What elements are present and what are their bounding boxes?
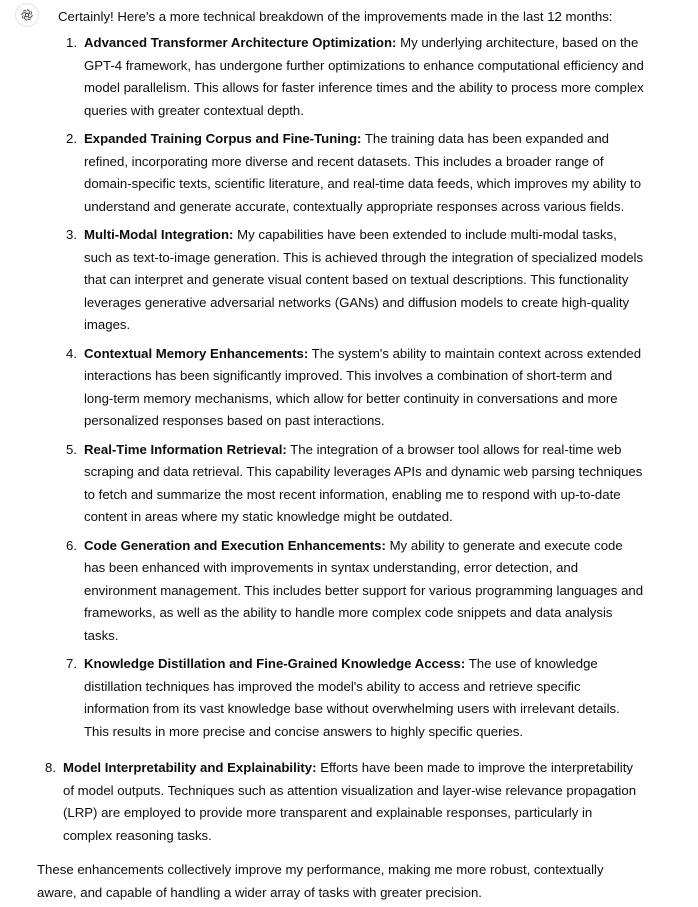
list-number: 4. — [66, 345, 77, 361]
item-body — [84, 535, 644, 648]
item-title: Multi-Modal Integration: — [84, 227, 234, 242]
item-title: Advanced Transformer Architecture Optimization: — [84, 35, 397, 50]
item-body — [84, 224, 644, 337]
item-text: My ability to generate and execute code has been enhanced with improvements in syntax understanding, error detection, and environment management. This includes better support for various programming languages and frameworks, as well as the ability to handle more complex code snippets and data analysis tasks. — [84, 537, 644, 643]
item-body — [84, 128, 644, 218]
item-text: The integration of a browser tool allows for real-time web scraping and data retrieval. This capability leverages APIs and dynamic web parsing techniques to fetch and summarize the most recent information, enabling me to respond with up-to-date content in areas where my static knowledge might be outdated. — [84, 441, 643, 524]
item-title: Real-Time Information Retrieval: — [84, 441, 287, 457]
item-title: Code Generation and Execution Enhancements: — [84, 537, 386, 553]
item-title: Model Interpretability and Explainability: — [63, 760, 317, 775]
list-number: 7. — [66, 656, 77, 671]
intro-text: Certainly! Here's a more technical breakdown of the improvements made in the last 12 months: — [58, 9, 613, 24]
list-item — [66, 653, 644, 743]
list-item — [66, 224, 644, 337]
item-title: Contextual Memory Enhancements: — [84, 345, 309, 361]
item-body — [63, 757, 643, 847]
item-title: Knowledge Distillation and Fine-Grained Knowledge Access: — [84, 656, 466, 671]
list-number: 1. — [66, 35, 77, 50]
item-body — [84, 343, 644, 433]
list-number: 3. — [66, 227, 77, 242]
item-text: Efforts have been made to improve the interpretability of model outputs. Techniques such as attention visualization and layer-wise relevance propagation (LRP) are employed to provide more transparent and explainable responses, particularly in complex reasoning tasks. — [63, 760, 637, 843]
openai-logo-icon — [20, 8, 34, 22]
list-item — [66, 439, 644, 529]
list-item — [66, 535, 644, 648]
list-item — [66, 128, 644, 218]
item-text: The training data has been expanded and refined, incorporating more diverse and recent datasets. This includes a broader range of domain-specific texts, scientific literature, and real-time data feeds, which improves my ability to understand and generate accurate, contextually appropriate responses across various fields. — [84, 131, 642, 214]
list-number: 6. — [66, 537, 77, 553]
list-number: 8. — [45, 760, 56, 775]
item-body — [84, 439, 644, 529]
outro-text: These enhancements collectively improve my performance, making me more robust, contextually aware, and capable of handling a wider array of tasks with greater precision. — [37, 862, 604, 900]
list-item — [45, 757, 643, 847]
item-body — [84, 32, 644, 122]
assistant-avatar — [15, 3, 39, 27]
list-item — [66, 32, 644, 122]
improvements-list — [0, 32, 698, 847]
list-item — [66, 343, 644, 433]
item-body — [84, 653, 644, 743]
list-number: 2. — [66, 131, 77, 146]
item-text: My capabilities have been extended to include multi-modal tasks, such as text-to-image generation. This is achieved through the integration of specialized models that can interpret and generate visual content based on textual descriptions. This functionality leverages generative adversarial networks (GANs) and diffusion models to create high-quality images. — [84, 227, 644, 332]
item-text: The system's ability to maintain context across extended interactions has been significantly improved. This involves a combination of short-term and long-term memory mechanisms, which allow for better continuity in conversations and more personalized responses based on past interactions. — [84, 345, 642, 428]
list-number: 5. — [66, 441, 77, 457]
item-text: The use of knowledge distillation techniques has improved the model's ability to access and retrieve specific information from its vast knowledge base without overwhelming users with irrelevant details. This results in more precise and concise answers to highly specific queries. — [84, 656, 620, 739]
item-text: My underlying architecture, based on the GPT-4 framework, has undergone further optimizations to enhance computational efficiency and model parallelism. This allows for faster inference times and the ability to process more complex queries with greater contextual depth. — [84, 35, 644, 118]
item-title: Expanded Training Corpus and Fine-Tuning: — [84, 131, 362, 146]
